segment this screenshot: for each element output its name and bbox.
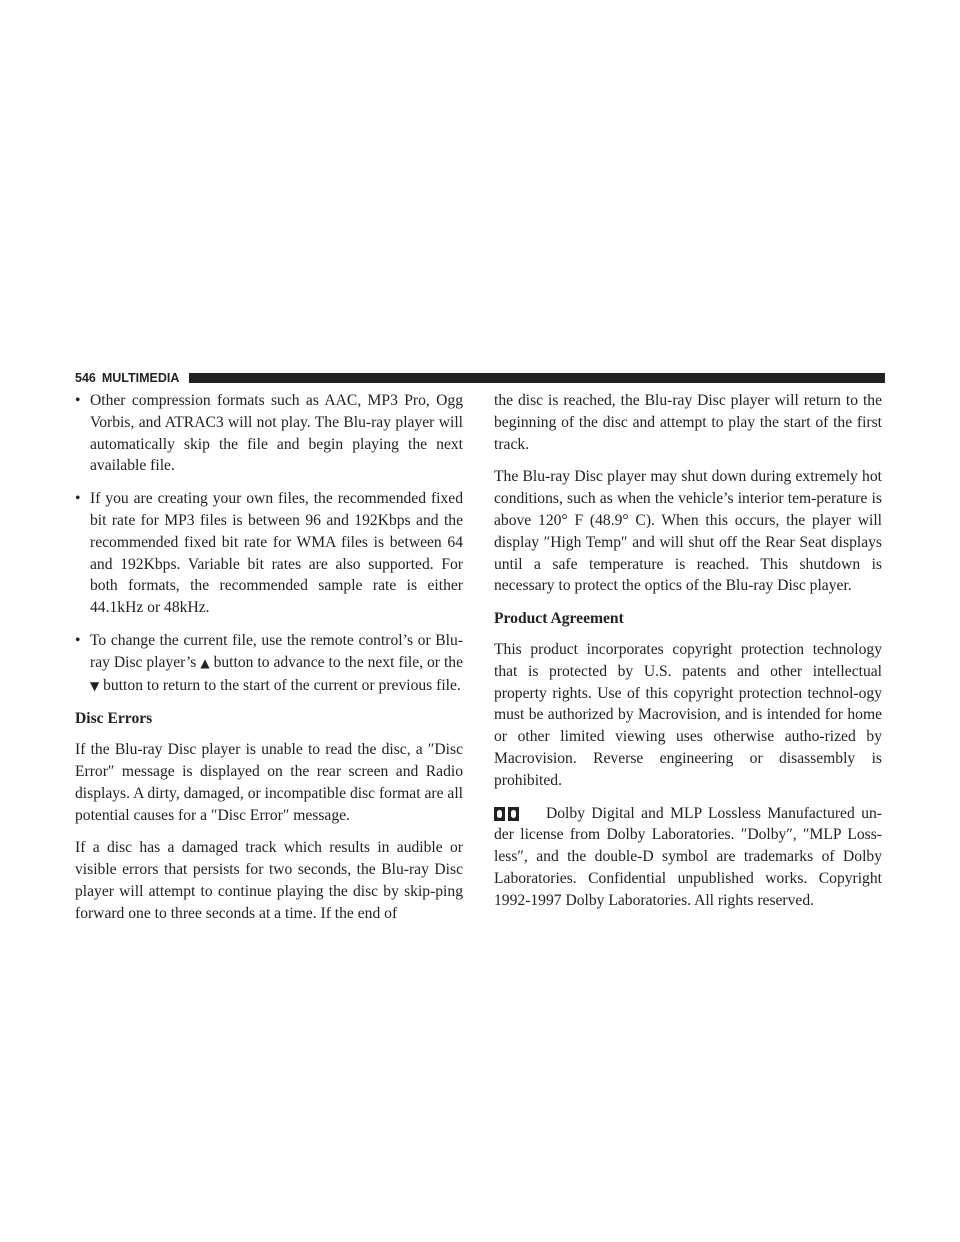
left-column [75, 390, 463, 936]
bullet-item [75, 630, 463, 697]
bullet-text-part: To change the current file, use the remote control’s or Blu-ray Disc player’s [90, 631, 463, 671]
paragraph: This product incorporates copyright protection technology that is protected by U.S. patents and other intellectual property rights. Use of this copyright protection technol-ogy must be authorized by Macrovision, and is intended for home or other limited viewing uses otherwise autho-rized by Macrovision. Reverse engineering or disassembly is prohibited. [494, 640, 882, 789]
down-arrow-icon: ▼ [90, 678, 100, 693]
dolby-double-d-icon [494, 807, 520, 821]
bullet-text: Other compression formats such as AAC, MP3 Pro, Ogg Vorbis, and ATRAC3 will not play. The Blu-ray player will automatically skip the file and begin playing the next available file. [90, 392, 463, 475]
section-title: MULTIMEDIA [101, 371, 180, 385]
up-arrow-icon: ▲ [200, 655, 210, 670]
bullet-text-part: button to return to the start of the current or previous file. [99, 676, 461, 694]
paragraph: If a disc has a damaged track which results in audible or visible errors that persists for two seconds, the Blu-ray Disc player will attempt to continue playing the disc by skip-ping forward one to three seconds at a time. If the end of [75, 839, 463, 922]
page-number: 546 [75, 371, 96, 385]
bullet-text: If you are creating your own files, the recommended fixed bit rate for MP3 files is between 96 and 192Kbps and the recommended fixed bit rate for WMA files is between 64 and 192Kbps. Variable bit rates are also supported. For both formats, the recommended sample rate is either 44.1kHz or 48kHz. [90, 490, 463, 617]
product-agreement-heading: Product Agreement [494, 610, 624, 628]
disc-errors-heading: Disc Errors [75, 710, 153, 728]
paragraph: If the Blu-ray Disc player is unable to read the disc, a ″Disc Error″ message is displayed on the rear screen and Radio displays. A dirty, damaged, or incompatible disc format are all potential causes for a ″Disc Error″ message. [75, 741, 463, 824]
bullet-text-part: button to advance to the next file, or the [209, 653, 464, 671]
bullet-item [75, 488, 463, 619]
bullet-icon: • [75, 392, 81, 409]
bullet-text [90, 630, 463, 697]
paragraph: The Blu-ray Disc player may shut down during extremely hot conditions, such as when the vehicle’s interior tem-perature is above 120° F (48.9° C). When this occurs, the player will display ″High Temp″ and will shut off the Rear Seat displays until a safe temperature is reached. This shutdown is necessary to protect the optics of the Blu-ray Disc player. [494, 468, 882, 595]
dolby-paragraph [494, 803, 882, 912]
dolby-text: Dolby Digital and MLP Lossless Manufactured un-der license from Dolby Laboratories. ″Dolby″, ″MLP Loss-less″, and the double-D symbol are trademarks of Dolby Laboratories. Confidential unpublished works. Copyright 1992-1997 Dolby Laboratories. All rights reserved. [494, 804, 882, 909]
page-header [75, 370, 885, 386]
right-column [494, 390, 882, 923]
bullet-icon: • [75, 490, 81, 508]
header-rule [189, 373, 885, 383]
bullet-item [75, 390, 463, 477]
paragraph: the disc is reached, the Blu-ray Disc player will return to the beginning of the disc and attempt to play the start of the first track. [494, 392, 882, 453]
bullet-icon: • [75, 631, 81, 649]
